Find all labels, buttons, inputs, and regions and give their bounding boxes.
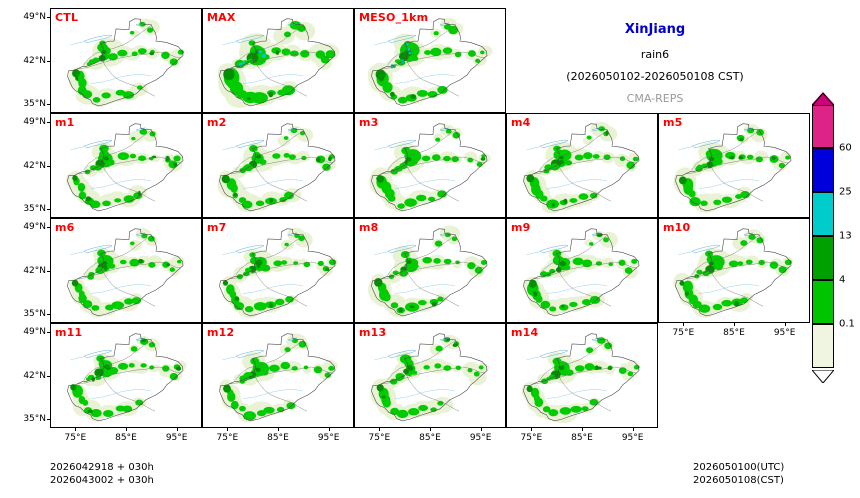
x-axis-tick: 85°E [571,433,593,443]
panel-label: m10 [663,221,691,234]
panel-ctl [50,8,202,113]
colorbar-tick-label: 4 [839,274,846,286]
y-axis-tick: 42°N [23,370,46,381]
precip-map [203,324,353,427]
colorbar-tick-label: 0.1 [839,318,855,330]
x-tick-mark [177,428,178,431]
x-tick-mark [481,428,482,431]
footer-left-line1: 2026042918 + 030h [50,462,154,473]
x-tick-mark [379,428,380,431]
x-axis-tick: 75°E [216,433,239,443]
precip-map [507,324,657,427]
panel-m8 [354,218,506,323]
colorbar-segment [812,280,834,324]
panel-label: m7 [207,221,227,234]
panel-label: m13 [359,326,387,339]
colorbar-tick-label: 13 [839,230,852,242]
x-axis-tick: 75°E [64,433,87,443]
panel-label: MAX [207,11,236,24]
panel-m10 [658,218,810,323]
precip-map [203,9,353,112]
x-tick-mark [683,323,684,326]
precip-map [355,114,505,217]
colorbar-segment [812,236,834,280]
panel-meso_1km [354,8,506,113]
panel-label: CTL [55,11,79,24]
chart-model: CMA-REPS [626,92,684,105]
y-tick-mark [47,271,50,272]
y-axis-tick: 42°N [23,265,46,276]
panel-label: m8 [359,221,379,234]
panel-label: m3 [359,116,379,129]
x-axis-tick: 75°E [520,433,543,443]
chart-title: XinJiang [624,22,686,37]
x-tick-mark [430,428,431,431]
y-axis-tick: 49°N [23,12,46,23]
y-axis-tick: 49°N [23,117,46,128]
panel-m5 [658,113,810,218]
panel-label: MESO_1km [359,11,429,24]
x-tick-mark [633,428,634,431]
precip-map [659,114,809,217]
y-tick-mark [47,166,50,167]
y-axis-tick: 35°N [23,98,46,109]
x-axis-tick: 95°E [773,328,796,338]
panel-m14 [506,323,658,428]
colorbar-over-outline [812,91,834,104]
chart-variable: rain6 [640,48,670,61]
panel-m1 [50,113,202,218]
panel-m4 [506,113,658,218]
footer-right-line2: 2026050108(CST) [693,475,784,486]
panel-label: m14 [511,326,539,339]
precip-map [51,9,201,112]
y-axis-tick: 49°N [23,327,46,338]
panel-m3 [354,113,506,218]
y-tick-mark [47,376,50,377]
precip-map [203,219,353,322]
x-tick-mark [278,428,279,431]
y-tick-mark [47,122,50,123]
panel-label: m1 [55,116,75,129]
panel-label: m12 [207,326,235,339]
x-axis-tick: 85°E [419,433,441,443]
precip-map [203,114,353,217]
panel-label: m2 [207,116,227,129]
panel-m12 [202,323,354,428]
precip-map [51,324,201,427]
y-axis-tick: 35°N [23,308,46,319]
y-tick-mark [47,17,50,18]
colorbar-segment [812,104,834,148]
y-axis-tick: 35°N [23,203,46,214]
x-tick-mark [329,428,330,431]
footer-right-line1: 2026050100(UTC) [693,462,785,473]
x-tick-mark [75,428,76,431]
chart-period: (2026050102-2026050108 CST) [566,70,744,83]
footer-left-line2: 2026043002 + 030h [50,475,154,486]
y-tick-mark [47,209,50,210]
y-tick-mark [47,61,50,62]
precip-map [355,9,505,112]
precip-map [507,219,657,322]
colorbar-tick-label: 60 [839,142,852,154]
precip-map [659,219,809,322]
x-tick-mark [227,428,228,431]
panel-m13 [354,323,506,428]
y-tick-mark [47,314,50,315]
x-axis-tick: 85°E [723,328,745,338]
panel-m11 [50,323,202,428]
colorbar-segment [812,324,834,368]
x-axis-tick: 75°E [672,328,695,338]
y-axis-tick: 42°N [23,160,46,171]
y-tick-mark [47,227,50,228]
colorbar-tick-label: 25 [839,186,852,198]
x-axis-tick: 95°E [621,433,644,443]
panel-m2 [202,113,354,218]
x-tick-mark [785,323,786,326]
precip-map [507,114,657,217]
x-axis-tick: 75°E [368,433,391,443]
panel-m7 [202,218,354,323]
x-tick-mark [126,428,127,431]
y-axis-tick: 42°N [23,55,46,66]
colorbar-segment [812,148,834,192]
precip-map [51,219,201,322]
y-tick-mark [47,104,50,105]
panel-max [202,8,354,113]
x-axis-tick: 85°E [115,433,137,443]
x-tick-mark [531,428,532,431]
panel-label: m4 [511,116,531,129]
x-axis-tick: 95°E [469,433,492,443]
precip-map [355,324,505,427]
x-tick-mark [734,323,735,326]
panel-label: m6 [55,221,75,234]
colorbar-segment [812,192,834,236]
x-axis-tick: 85°E [267,433,289,443]
y-axis-tick: 49°N [23,222,46,233]
precip-map [355,219,505,322]
panel-m9 [506,218,658,323]
y-tick-mark [47,332,50,333]
colorbar-under-outline [812,368,834,381]
x-axis-tick: 95°E [317,433,340,443]
x-tick-mark [582,428,583,431]
panel-label: m9 [511,221,531,234]
y-axis-tick: 35°N [23,413,46,424]
panel-m6 [50,218,202,323]
panel-label: m11 [55,326,83,339]
panel-label: m5 [663,116,683,129]
precip-map [51,114,201,217]
y-tick-mark [47,419,50,420]
x-axis-tick: 95°E [165,433,188,443]
